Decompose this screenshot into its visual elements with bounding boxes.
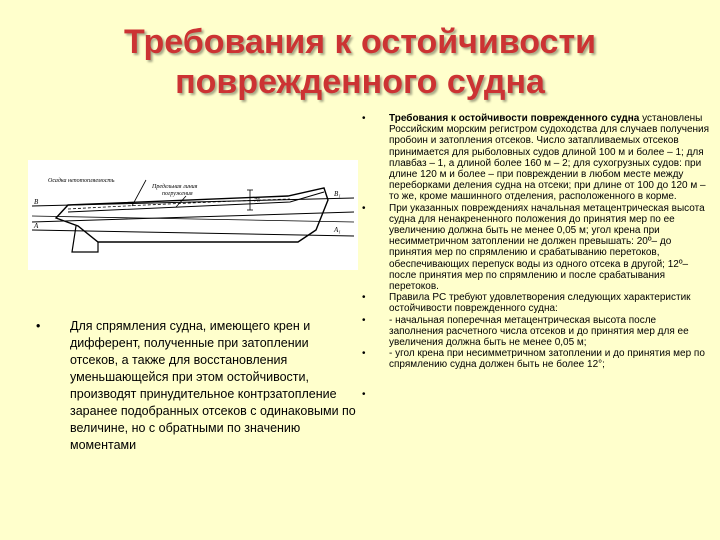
right-item-text: При указанных повреждениях начальная метацентрическая высота судна для ненакрененного положения до принятия мер по ее увеличению должна быть не менее 0,05 м; угол крена при несимметричном затоплении не должен превышать: 20º– до принятия мер по спрямлению и срабатыванию перетоков, обеспечивающих перепуск воды из одного отсека в другой; 12º– после принятия мер по спрямлению и после срабатывания перетоков. [389, 202, 705, 293]
diagram-mark-a: А [34, 222, 39, 230]
diagram-label-line-2: погружения [162, 191, 193, 197]
right-list-item [362, 292, 712, 314]
ship-damage-diagram [28, 160, 358, 270]
right-item-text: - угол крена при несимметричном затоплении и до принятия мер по спрямлению судна должен быть не более 12°; [389, 348, 705, 371]
bullet-marker: • [36, 319, 41, 333]
right-item-bold: Требования к остойчивости поврежденного судна [389, 113, 640, 124]
diagram-label-dim: 75 [254, 198, 260, 204]
diagram-mark-a1: А₁ [334, 226, 341, 234]
bullet-marker: • [362, 202, 366, 214]
left-bullet-item [36, 318, 356, 454]
diagram-mark-b: В [34, 198, 39, 206]
right-list-item [362, 203, 712, 293]
slide-title: Требования к остойчивости поврежденного судна [124, 23, 596, 101]
bullet-marker: • [362, 314, 366, 326]
right-bullet-list [362, 113, 712, 400]
bullet-marker: • [362, 348, 366, 360]
bullet-marker: • [362, 388, 366, 400]
right-item-text: Правила РС требуют удовлетворения следующих характеристик остойчивости поврежденного судна: [389, 292, 691, 315]
bullet-marker: • [362, 292, 366, 304]
right-item-text: - начальная поперечная метацентрическая высота после заполнения расчетного числа отсеков и до принятия мер для ее увеличения должна быть не менее 0,05 м; [389, 314, 689, 349]
bullet-marker: • [362, 113, 366, 124]
diagram-mark-b1: В₁ [334, 190, 341, 198]
ship-profile-drawing [28, 160, 358, 270]
diagram-label-damage: Осадка непотопляемость [48, 178, 115, 184]
right-item-text: установлены Российским морским регистром судоходства для случаев получения пробоин и затопления отсеков. Число затапливаемых отсеков принимается для рыболовных судов длиной 100 м и более – 1; для плавбаз – 1, а длиной более 160 м – 2; для сухогрузных судов: при длине 120 м и более – при повреждении в любом месте между переборками деления судна на отсеки; при длине от 100 до 120 м – то же, кроме машинного отделения, расположенного в корме. [389, 113, 710, 203]
right-list-item [362, 113, 712, 203]
right-list-item [362, 348, 712, 370]
right-list-item [362, 315, 712, 349]
diagram-label-line-1: Предельная линия [152, 184, 198, 190]
left-paragraph: Для спрямления судна, имеющего крен и дифферент, полученные при затоплении отсеков, а также для восстановления уменьшающейся при этом остойчивости, производят принудительное контрзатопление заранее подобранных отсеков с одинаковыми по величине, но с обратными по значению моментами [70, 319, 356, 452]
